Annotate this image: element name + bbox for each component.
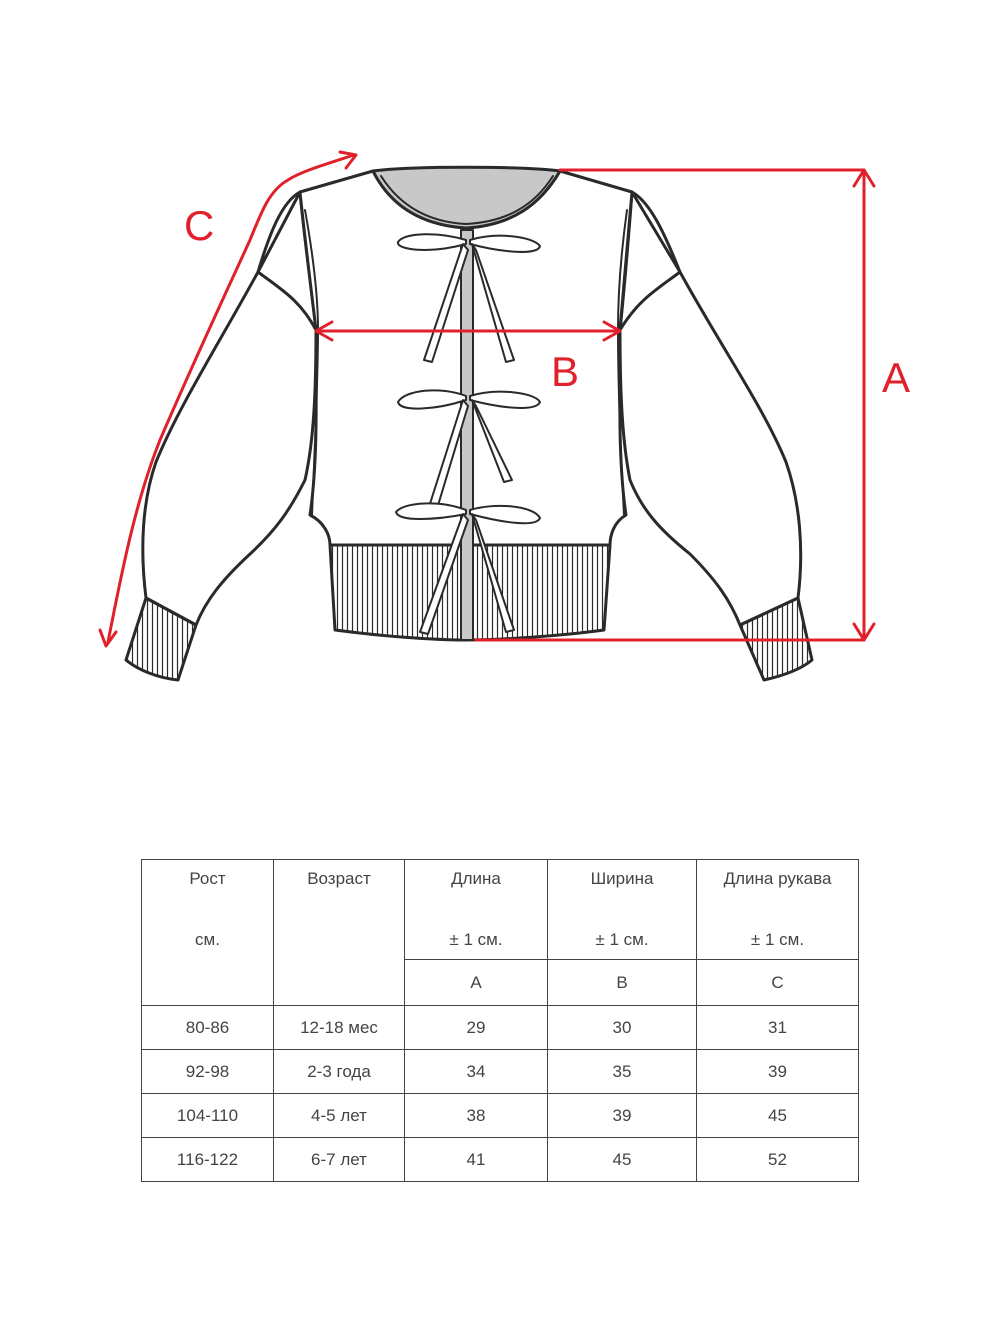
header-width — [548, 860, 697, 960]
dimension-a-label: A — [882, 354, 911, 401]
cell-width: 35 — [548, 1050, 697, 1094]
cell-sleeve-length: 31 — [697, 1006, 859, 1050]
cell-age: 2-3 года — [274, 1050, 405, 1094]
header-length-title: Длина — [451, 869, 501, 888]
cell-sleeve-length: 45 — [697, 1094, 859, 1138]
header-sleeve-code: C — [697, 960, 859, 1006]
header-sleeve-length — [697, 860, 859, 960]
header-width-unit: ± 1 см. — [595, 930, 649, 949]
cell-height: 80-86 — [142, 1006, 274, 1050]
cell-age: 4-5 лет — [274, 1094, 405, 1138]
cell-length: 29 — [405, 1006, 548, 1050]
header-sleeve-unit: ± 1 см. — [750, 930, 805, 949]
header-age-title: Возраст — [307, 869, 371, 888]
cell-height: 116-122 — [142, 1138, 274, 1182]
header-width-code: B — [548, 960, 697, 1006]
cell-length: 34 — [405, 1050, 548, 1094]
dimension-b-label: B — [551, 348, 580, 395]
cell-length: 41 — [405, 1138, 548, 1182]
header-height-title: Рост — [189, 869, 226, 888]
dimension-c-label: C — [184, 202, 215, 249]
cell-height: 92-98 — [142, 1050, 274, 1094]
cell-length: 38 — [405, 1094, 548, 1138]
cell-sleeve-length: 52 — [697, 1138, 859, 1182]
header-sleeve-title: Длина рукава — [723, 869, 832, 888]
header-length-code: A — [405, 960, 548, 1006]
header-length-unit: ± 1 см. — [449, 930, 503, 949]
cell-sleeve-length: 39 — [697, 1050, 859, 1094]
front-placket — [461, 230, 473, 640]
header-row — [142, 860, 859, 960]
cell-age: 6-7 лет — [274, 1138, 405, 1182]
cell-width: 45 — [548, 1138, 697, 1182]
size-chart-table — [141, 859, 859, 1182]
header-height — [142, 860, 274, 1006]
header-age — [274, 860, 405, 1006]
cell-height: 104-110 — [142, 1094, 274, 1138]
header-width-title: Ширина — [590, 869, 654, 888]
table-row — [142, 1094, 859, 1138]
header-length — [405, 860, 548, 960]
table-row — [142, 1050, 859, 1094]
table-row — [142, 1138, 859, 1182]
cell-width: 39 — [548, 1094, 697, 1138]
header-height-unit: см. — [195, 930, 220, 949]
cardigan-illustration — [126, 167, 812, 680]
table-row — [142, 1006, 859, 1050]
cell-width: 30 — [548, 1006, 697, 1050]
cell-age: 12-18 мес — [274, 1006, 405, 1050]
